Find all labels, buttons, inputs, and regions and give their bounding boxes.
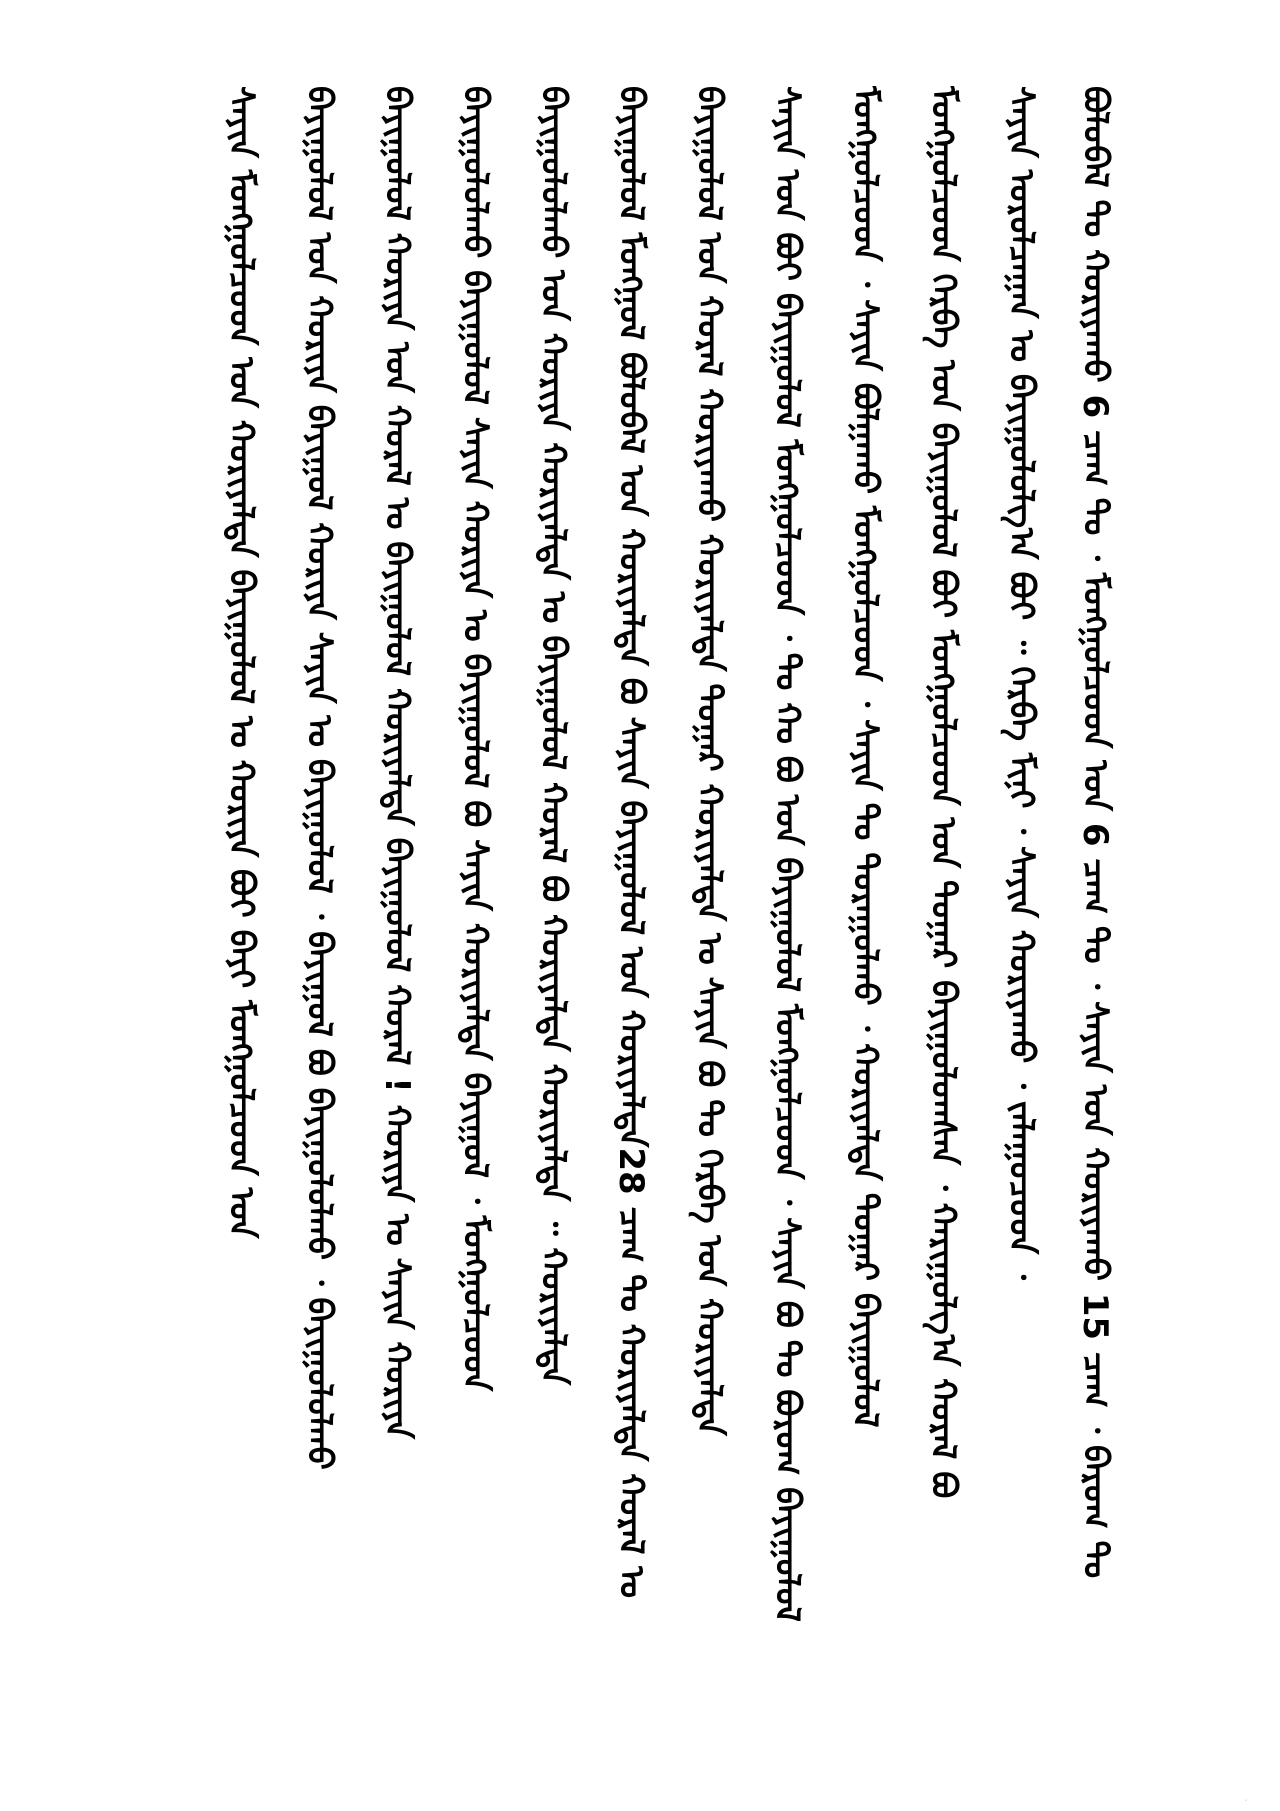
text-column-2: ᠰᠠᠶᠢᠨ ᠤᠷᠤᠯᠴᠠᠭᠠᠨ ᠤ ᠪᠠᠶᠢᠭᠤᠯᠤᠯᠭ᠎ᠠ ᠪᠤᠢ ᠃ ᠬᠡᠷᠪᠡ ᠮᠢᠨᠢ ᠂ ᠰᠠᠶᠢᠨ ᠬᠤᠷᠢᠶᠠᠬᠤ ᠂ ᠵᠠᠯᠠᠭᠤᠴᠤᠳ ᠂ xyxy=(1001,86,1041,1280)
text-column-6: ᠪᠠᠶᠢᠭᠤᠯᠤᠯ ᠤᠨ ᠬᠤᠷᠠᠯ ᠬᠤᠷᠢᠶᠠᠬᠤ ᠬᠤᠷᠢᠶᠠᠯᠲᠠ ᠳᠤᠭᠠᠷ ᠬᠤᠷᠢᠶᠠᠯᠲᠠ ᠤ ᠰᠠᠶᠢᠨ ᠪᠤ ᠲᠤ ᠬᠡᠷᠪᠡ ᠤᠨ ᠬᠤᠷᠢᠶᠠᠯᠲᠠ xyxy=(689,86,729,1436)
text-column-8: ᠪᠠᠶᠢᠭᠤᠯᠤᠯᠬᠤ ᠤᠨ ᠬᠤᠷᠢᠶᠠ ᠬᠤᠷᠢᠶᠠᠯᠲᠠ ᠤ ᠪᠠᠶᠢᠭᠤᠯᠤᠯ ᠬᠤᠷᠠᠯ ᠪᠤ ᠬᠤᠷᠢᠶᠠᠯᠲᠠ ᠬᠤᠷᠢᠶᠠᠯᠲᠠ ᠃ ᠬᠤᠷᠢᠶᠠᠯᠲᠠ xyxy=(533,86,573,1386)
text-column-1: ᠪᠣᠯᠣᠪᠠᠯ ᠲᠤ ᠬᠤᠷᠢᠶᠠᠬᠤ 6 ᠴᠠᠭ ᠲᠤ ᠂ ᠮᠣᠩᠭᠣᠯᠴᠤᠳ ᠤᠨ 6 ᠴᠠᠭ ᠲᠤ ᠂ ᠰᠠᠶᠢᠨ ᠤᠨ ᠬᠤᠷᠢᠶᠠᠬᠤ 15 ᠴᠠᠭ ᠂ ᠪᠠᠷᠤᠭ ᠲᠤ xyxy=(1075,86,1115,1579)
text-column-7: ᠪᠠᠶᠢᠭᠤᠯᠤᠯ ᠮᠣᠩᠭᠣᠯ ᠪᠣᠯᠣᠪᠠᠯ ᠤᠨ ᠬᠤᠷᠢᠶᠠᠯᠲᠠ ᠪᠤ ᠰᠠᠶᠢᠨ ᠪᠠᠶᠢᠭᠤᠯᠤᠯ ᠤᠨ ᠬᠤᠷᠢᠶᠠᠯᠲᠠ28 ᠴᠠᠭ ᠲᠤ ᠬᠤᠷᠢᠶᠠᠯᠲᠠ ᠬᠤᠷᠠᠯ ᠤ xyxy=(611,86,651,1599)
text-column-11: ᠪᠠᠶᠢᠭᠤᠯᠤᠯ ᠤᠨ ᠬᠤᠷᠢᠶᠠ ᠪᠠᠶᠢᠭᠤᠯ ᠬᠤᠷᠢᠶᠠ ᠰᠠᠶᠢᠨ ᠤ ᠪᠠᠶᠢᠭᠤᠯᠤᠯ ᠂ ᠪᠠᠶᠢᠭᠤᠯ ᠪᠤ ᠪᠠᠶᠢᠭᠤᠯᠤᠯᠬᠤ ᠂ ᠪᠠᠶᠢᠭᠤᠯᠤᠯᠬᠤ xyxy=(299,86,339,1470)
page-corner-mark: ˙ xyxy=(1244,1799,1248,1808)
mongolian-text-body xyxy=(214,86,1122,1718)
text-column-9: ᠪᠠᠶᠢᠭᠤᠯᠤᠯᠬᠤ ᠪᠠᠶᠢᠭᠤᠯᠤᠯ ᠰᠠᠶᠢᠨ ᠬᠤᠷᠢᠶᠠ ᠤ ᠪᠠᠶᠢᠭᠤᠯᠤᠯ ᠪᠤ ᠰᠠᠶᠢᠨ ᠬᠤᠷᠢᠶᠠᠯᠲᠠ ᠪᠠᠶᠢᠭᠤᠯ ᠂ ᠮᠣᠩᠭᠣᠯᠴᠤᠳ xyxy=(455,86,495,1392)
text-column-3: ᠮᠣᠩᠭᠣᠯᠴᠤᠳ ᠬᠡᠷᠪᠡ ᠤᠨ ᠪᠠᠶᠢᠭᠤᠯᠤᠯ ᠪᠤᠢ ᠮᠣᠩᠭᠣᠯᠴᠤᠳ ᠤᠨ ᠳᠤᠭᠠᠷ ᠪᠠᠶᠢᠭᠤᠯᠤᠭᠰᠠᠨ ᠂ ᠬᠠᠷᠢᠭᠤᠯᠭ᠎ᠠ ᠬᠤᠷᠠᠯ ᠪᠤ xyxy=(923,86,963,1499)
text-column-4: ᠮᠣᠩᠭᠣᠯᠴᠤᠳ ᠂ ᠰᠠᠶᠢᠨ ᠪᠣᠯᠭᠠᠬᠤ ᠮᠣᠩᠭᠣᠯᠴᠤᠳ ᠂ ᠰᠠᠶᠢᠨ ᠲᠤ ᠳᠤᠷᠠᠭᠤᠯᠬᠤ ᠂ ᠬᠤᠷᠢᠶᠠᠯᠲᠠ ᠳᠤᠭᠠᠷ ᠪᠠᠶᠢᠭᠤᠯᠤᠯ xyxy=(845,86,885,1428)
text-column-5: ᠰᠠᠶᠢᠨ ᠤᠨ ᠪᠤᠢ ᠪᠠᠶᠢᠭᠤᠯᠤᠯ ᠮᠣᠩᠭᠣᠯᠴᠤᠳ ᠂ ᠲᠤ ᠬᠤ ᠪᠤ ᠤᠨ ᠪᠠᠶᠢᠭᠤᠯᠤᠯ ᠮᠣᠩᠭᠣᠯᠴᠤᠳ ᠂ ᠰᠠᠶᠢᠨ ᠪᠤ ᠲᠤ ᠪᠤᠷᠤᠭ ᠪᠠᠶᠢᠭᠤᠯᠤᠯ xyxy=(767,86,807,1622)
text-column-10: ᠪᠠᠶᠢᠭᠤᠯᠤᠯ ᠬᠤᠷᠢᠶᠠ ᠤᠨ ᠬᠤᠷᠠᠯ ᠤ ᠪᠠᠶᠢᠭᠤᠯᠤᠯ ᠬᠤᠷᠢᠶᠠᠯᠲᠠ ᠪᠠᠶᠢᠭᠤᠯᠤᠯ ᠬᠤᠷᠠᠯ ! ᠬᠤᠷᠢᠶᠠ ᠤ ᠰᠠᠶᠢᠨ ᠬᠤᠷᠢᠶᠠ xyxy=(377,86,417,1439)
text-column-12: ᠰᠠᠶᠢᠨ ᠮᠣᠩᠭᠣᠯᠴᠤᠳ ᠤᠨ ᠬᠤᠷᠢᠶᠠᠯᠲᠠ ᠪᠠᠶᠢᠭᠤᠯᠤᠯ ᠤ ᠬᠤᠷᠢᠶᠠ ᠪᠤᠢ ᠪᠠᠶᠢ ᠮᠣᠩᠭᠣᠯᠴᠤᠳ ᠤᠨ xyxy=(221,86,261,1239)
